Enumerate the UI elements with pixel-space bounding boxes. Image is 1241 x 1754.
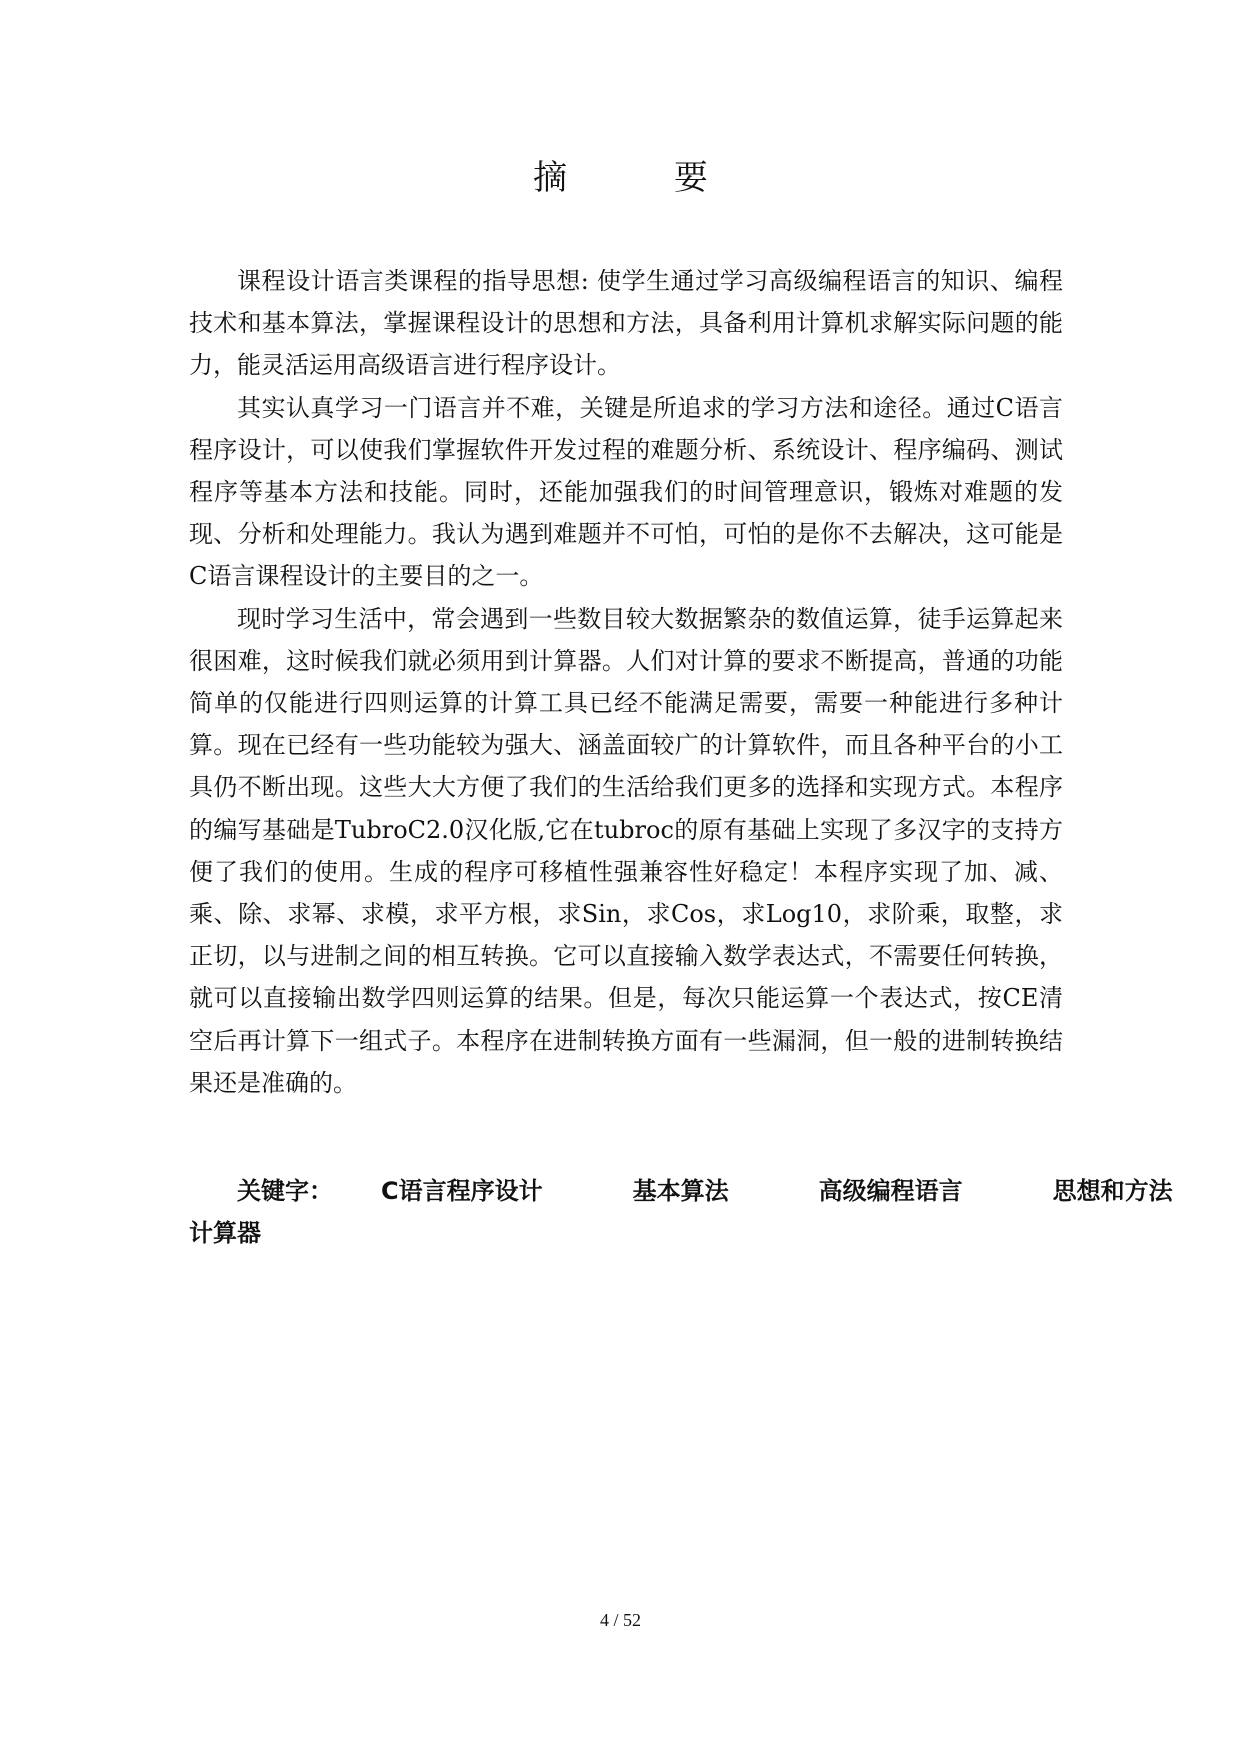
abstract-paragraph-2: 其实认真学习一门语言并不难，关键是所追求的学习方法和途径。通过C语言程序设计，可以使我们掌握软件开发过程的难题分析、系统设计、程序编码、测试程序等基本方法和技能。同时，还能加强我们的时间管理意识，锻炼对难题的发现、分析和处理能力。我认为遇到难题并不可怕，可怕的是你不去解决，这可能是C语言课程设计的主要目的之一。 <box>189 393 1063 591</box>
abstract-paragraph-1: 课程设计语言类课程的指导思想: 使学生通过学习高级编程语言的知识、编程技术和基本算法，掌握课程设计的思想和方法，具备利用计算机求解实际问题的能力，能灵活运用高级语言进行程序设计。 <box>189 267 1063 380</box>
keyword-item: 计算器 <box>189 1219 261 1247</box>
keyword-item: C语言程序设计 <box>381 1177 543 1205</box>
page-title: 摘 要 <box>533 158 756 198</box>
abstract-body <box>189 260 1063 1104</box>
keywords-section <box>189 1170 1173 1254</box>
keywords-line-1 <box>189 1170 1173 1212</box>
abstract-paragraph-3: 现时学习生活中，常会遇到一些数目较大数据繁杂的数值运算，徒手运算起来很困难，这时候我们就必须用到计算器。人们对计算的要求不断提高，普通的功能简单的仅能进行四则运算的计算工具已经不能满足需要，需要一种能进行多种计算。现在已经有一些功能较为强大、涵盖面较广的计算软件，而且各种平台的小工具仍不断出现。这些大大方便了我们的生活给我们更多的选择和实现方式。本程序的编写基础是TubroC2.0汉化版,它在tubroc的原有基础上实现了多汉字的支持方便了我们的使用。生成的程序可移植性强兼容性好稳定！本程序实现了加、减、乘、除、求幂、求模，求平方根，求Sin，求Cos，求Log10，求阶乘，取整，求正切，以与进制之间的相互转换。它可以直接输入数学表达式，不需要任何转换，就可以直接输出数学四则运算的结果。但是，每次只能运算一个表达式，按CE清空后再计算下一组式子。本程序在进制转换方面有一些漏洞，但一般的进制转换结果还是准确的。 <box>189 604 1063 1097</box>
page-number: 4 / 52 <box>599 1610 641 1630</box>
keyword-item: 基本算法 <box>632 1177 729 1205</box>
keywords-label: 关键字： <box>237 1177 333 1205</box>
keyword-item: 高级编程语言 <box>818 1177 963 1205</box>
keywords-line-2 <box>189 1212 1063 1254</box>
keyword-item: 思想和方法 <box>1052 1177 1173 1205</box>
